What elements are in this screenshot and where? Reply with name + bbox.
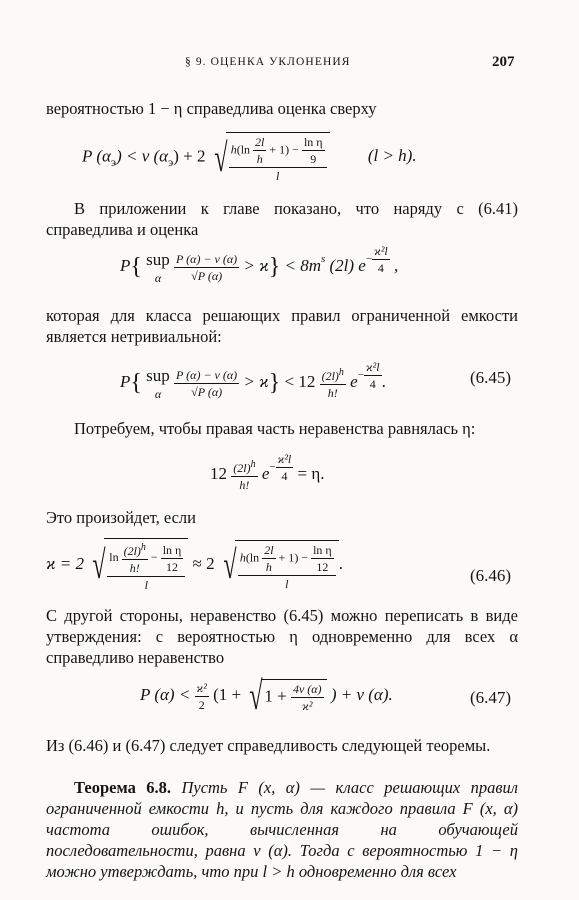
f5-lneta1: ln η <box>162 542 182 557</box>
f1-h2: h <box>256 152 263 166</box>
f5-fr1-n: (2l) <box>123 544 141 558</box>
f1-sub1: э <box>110 154 117 169</box>
f5-h: h <box>239 549 246 564</box>
f1-2l: 2l <box>255 135 265 149</box>
f1-lneta: ln η <box>303 135 323 149</box>
eq-number-6-45: (6.45) <box>470 368 512 387</box>
f3-exp-d: 4 <box>369 377 376 391</box>
f2-alpha: α <box>154 270 162 285</box>
f1-sqrt: √ h(ln $\frac{2l}{h}$ + 1) − $\frac{\text{ln η}}{9}$ l <box>210 132 330 183</box>
f5-l1: l <box>144 578 148 592</box>
f4-exp-n: ϰ²l <box>277 452 292 466</box>
f5-lneta2: ln η <box>313 542 332 557</box>
f1-nine: 9 <box>310 152 317 166</box>
f5-fr2-d: h <box>265 559 272 574</box>
f2-rest: (2l) e <box>329 256 366 276</box>
f5-fr1-d: h! <box>129 561 140 575</box>
f3-fr-n: (2l) <box>321 369 339 384</box>
paragraph-2: В приложении к главе показано, что наряду с (6.41) справедлива и оценка <box>46 199 518 239</box>
f2-den: P (α) <box>197 268 223 283</box>
f2-gt: > ϰ <box>243 256 269 276</box>
f3-dot: . <box>381 372 386 392</box>
f2-exp-d: 4 <box>377 261 384 275</box>
f4-fr-n: (2l) <box>233 461 251 476</box>
f5-minus2: − <box>301 549 309 564</box>
f5-minus1: − <box>150 549 158 564</box>
f5-twelve1: 12 <box>165 559 178 574</box>
f3-exp-n: ϰ²l <box>365 360 380 374</box>
f5-l2: l <box>285 576 289 591</box>
paragraph-3: которая для класса решающих правил ограниченной емкости является нетривиальной: <box>46 306 518 346</box>
eq-number-6-46: (6.46) <box>470 566 512 585</box>
f1-l: l <box>275 169 280 183</box>
f1-mid: ) < ν (α <box>116 146 169 166</box>
f1-h: h <box>230 142 237 157</box>
f4-eq: = η. <box>297 464 325 484</box>
paragraph-1: вероятностью 1 − η справедлива оценка сверху <box>46 99 377 118</box>
f2-lt: < 8m <box>284 256 321 276</box>
f4-fr-d: h! <box>239 478 250 493</box>
f3-num: P (α) − ν (α) <box>176 367 238 382</box>
f5-ln2: ln <box>249 549 260 564</box>
f1-plus2: ) + 2 <box>173 146 206 166</box>
formula-6-46: ϰ = 2 √ ln $\frac{(2l)^h}{h!}$ − $\frac{\text{ln η}}{12}$ l ≈ 2 √ h(ln $\frac{2l}{h}$ + 1) − $\frac{\text{ln η}}{12}$ l . <box>46 538 343 592</box>
f1-ln: ln <box>240 142 251 157</box>
f6-one: 1 + <box>264 686 287 706</box>
f5-kappa: ϰ = 2 <box>46 553 85 573</box>
f3-fr-h: h <box>338 367 344 379</box>
f3-den: P (α) <box>197 384 223 399</box>
f2-sup: sup <box>146 249 170 269</box>
f5-approx: ≈ 2 <box>192 553 215 573</box>
f5-dot: . <box>338 553 343 573</box>
f5-plus1: + 1 <box>278 549 295 564</box>
f6-open: (1 + <box>213 684 242 704</box>
f3-lt: < 12 <box>284 372 316 392</box>
paragraph-4: Потребуем, чтобы правая часть неравенства равнялась η: <box>74 419 476 438</box>
formula-6-47: P (α) < $\frac{\text{ϰ²}}{2}$ (1 + √1 + $\frac{4\nu (\alpha)}{\text{ϰ²}}$ ) + ν (α). <box>140 673 393 718</box>
f2-exp-n: ϰ²l <box>374 244 388 258</box>
f6-nu: 4ν (α) <box>292 682 322 696</box>
f6-lhs: P (α) < <box>140 684 191 704</box>
f1-minus: − <box>292 142 299 157</box>
f2-P: P <box>120 256 131 276</box>
f5-fr1-h: h <box>140 542 146 553</box>
theorem-6-8 <box>46 777 518 882</box>
formula-upper-bound <box>82 132 417 183</box>
formula-6-45: P{ sup α $\frac{P (\alpha) - \nu (\alpha)}{√P (\alpha)}$ > ϰ} < 12 $\frac{(2l)^h}{h!}$ $e^{- \frac{\text{ϰ²l}}{4}}$ . <box>120 360 386 401</box>
f1-cond: (l > h). <box>367 146 417 166</box>
f1-plus1: + 1 <box>269 142 286 157</box>
f4-c: 12 <box>210 464 227 484</box>
f5-ln1: ln <box>109 549 119 564</box>
eq-number-6-47: (6.47) <box>470 688 512 707</box>
f6-k2: ϰ² <box>196 680 207 695</box>
paragraph-6: С другой стороны, неравенство (6.45) можно переписать в виде утверждения: с вероятностью η одновременно для всех α справедливо неравенство <box>46 606 518 667</box>
f4-exp-d: 4 <box>281 469 288 483</box>
f5-fr2-n: 2l <box>264 542 274 557</box>
f2-comma: , <box>394 256 399 276</box>
f3-sup: sup <box>146 365 170 385</box>
f6-kk: ϰ² <box>302 699 313 713</box>
f6-two: 2 <box>198 697 205 712</box>
f4-e: e <box>261 464 270 484</box>
theorem-text: Пусть F (x, α) — класс решающих правил ограниченной емкости h, и пусть для каждого правила F (x, α) частота ошибок, вычисленная на обучающей последовательности, равна ν (α). Тогда с вероятностью 1 − η можно утверждать, что при l > h одновременно для всех <box>46 778 518 881</box>
f2-num: P (α) − ν (α) <box>176 251 238 266</box>
f4-fr-h: h <box>250 459 256 471</box>
theorem-label: Теорема 6.8. <box>74 778 172 797</box>
f3-e: e <box>350 372 358 392</box>
f2-s: s <box>320 253 326 266</box>
f1-lhs: P (α <box>82 146 111 166</box>
f3-fr-d: h! <box>327 386 338 401</box>
f3-gt: > ϰ <box>243 372 269 392</box>
paragraph-5: Это произойдет, если <box>46 508 196 527</box>
f5-twelve2: 12 <box>316 559 329 574</box>
f6-close: ) + ν (α). <box>330 684 393 704</box>
page-number: 207 <box>492 54 515 70</box>
f3-alpha: α <box>154 386 162 401</box>
formula-eta-equation: 12 $\frac{(2l)^h}{h!}$ $e^{- \frac{\text{ϰ²l}}{4}}$ = η. <box>210 452 325 493</box>
f1-sub2: э <box>168 154 174 169</box>
f3-P: P <box>120 372 131 392</box>
running-header: § 9. ОЦЕНКА УКЛОНЕНИЯ <box>185 56 351 68</box>
formula-sup-estimate: P{ sup α $\frac{P (\alpha) - \nu (\alpha)}{√P (\alpha)}$ > $ϰ\} < 8m^s$ (2l) $e^{- \frac{\text{ϰ²l}}{4}}$ , <box>120 244 399 285</box>
paragraph-7: Из (6.46) и (6.47) следует справедливость следующей теоремы. <box>46 736 491 755</box>
